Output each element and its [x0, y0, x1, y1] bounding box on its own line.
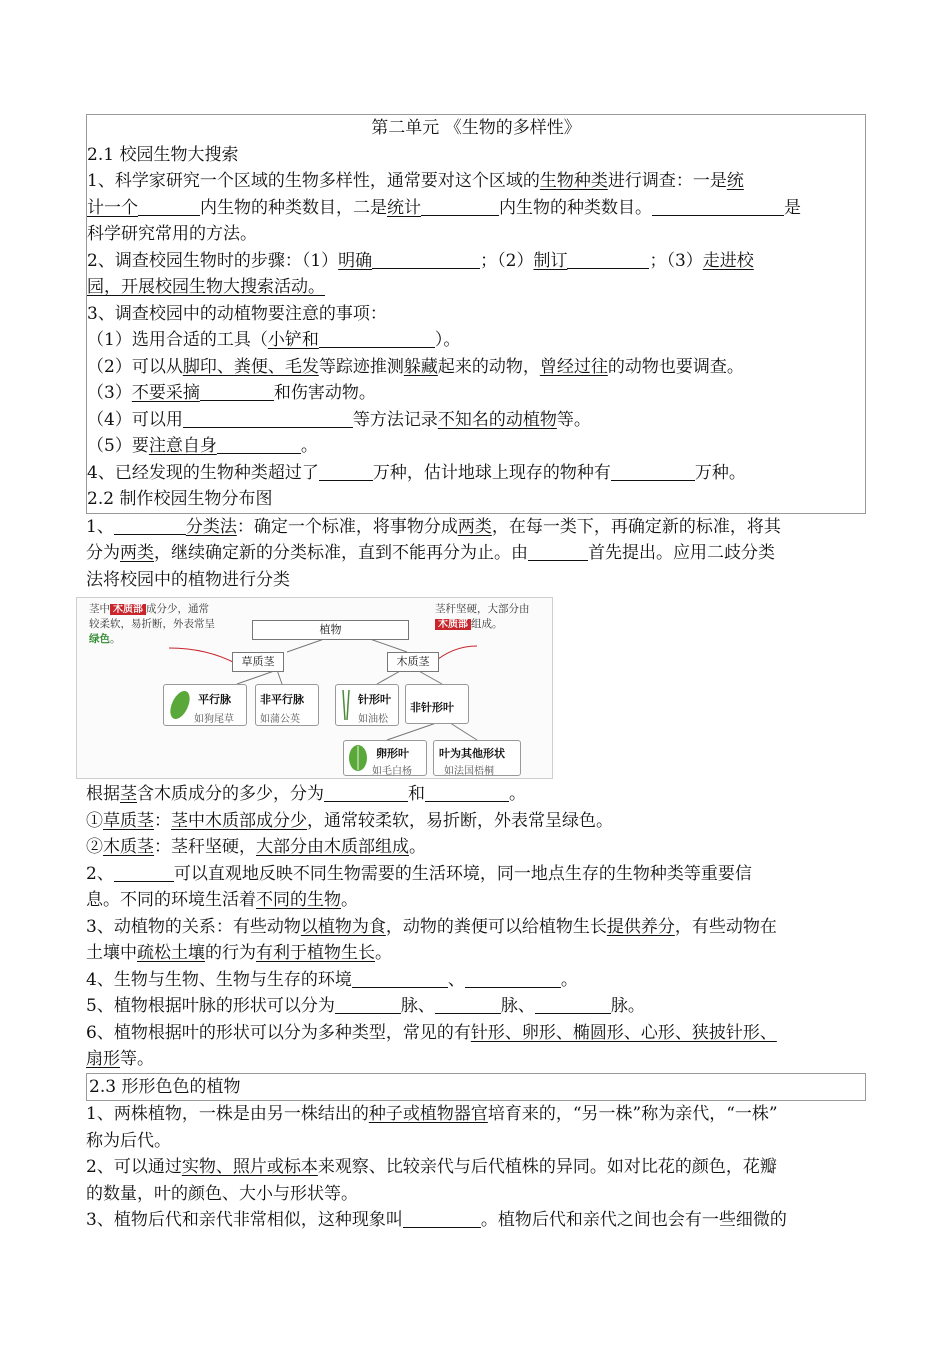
unit-title: 第二单元 《生物的多样性》: [371, 118, 581, 138]
paragraph: （4）可以用 等方法记录不知名的动植物等。: [87, 409, 591, 430]
paragraph: 1、 分类法：确定一个标准，将事物分成两类，在每一类下，再确定新的标准，将其 分为两类，继续确定新的分类标准，直到不能再分为止。由 首先提出。应用二歧分类 法将校园中的植物进行分类: [86, 516, 781, 590]
section-heading-2-1: 2.1 校园生物大搜索: [87, 144, 239, 165]
answer-blank[interactable]: [403, 1209, 481, 1228]
answer-blank[interactable]: [528, 542, 588, 561]
paragraph: （1）选用合适的工具（小铲和 ）。: [87, 330, 461, 350]
needle-leaf-icon: [339, 688, 355, 722]
paragraph: 4、生物与生物、生物与生存的环境 、 。: [86, 969, 578, 990]
paragraph: （3）不要采摘 和伤害动物。: [87, 383, 376, 403]
answer-blank[interactable]: [652, 197, 784, 216]
answer-blank[interactable]: [335, 995, 401, 1014]
answer-blank[interactable]: [183, 409, 353, 428]
answer-blank[interactable]: [138, 197, 200, 216]
node-herbaceous-stem: 草质茎: [232, 652, 284, 672]
answer-blank[interactable]: [435, 995, 501, 1014]
card-parallel-veins: 平行脉 如狗尾草: [163, 684, 247, 726]
worksheet: [86, 114, 866, 1234]
card-other-leaf-shapes: 叶为其他形状 如法国梧桐: [433, 740, 521, 776]
leaf-icon: [168, 688, 192, 722]
paragraph: 6、植物根据叶的形状可以分为多种类型，常见的有针形、卵形、椭圆形、心形、狭披针形、 扇形等。: [86, 1022, 777, 1069]
answer-blank[interactable]: [567, 250, 649, 269]
section-heading-2-3: 2.3 形形色色的植物: [86, 1073, 866, 1102]
paragraph: 2、 可以直观地反映不同生物需要的生活环境，同一地点生存的生物种类等重要信 息。不同的环境生活着不同的生物。: [86, 863, 752, 910]
answer-blank[interactable]: [200, 382, 274, 401]
answer-blank[interactable]: [324, 783, 408, 802]
paragraph: 3、调查校园中的动植物要注意的事项：: [87, 303, 387, 324]
node-woody-stem: 木质茎: [387, 652, 439, 672]
paragraph: 根据茎含木质成分的多少，分为 和 。: [86, 784, 526, 804]
paragraph: 4、已经发现的生物种类超过了 万种，估计地球上现存的物种有 万种。: [87, 462, 746, 483]
section-heading-2-2: 2.2 制作校园生物分布图: [87, 489, 273, 509]
paragraph: 1、科学家研究一个区域的生物多样性，通常要对这个区域的生物种类进行调查：一是统 计一个 内生物的种类数目，二是统计 内生物的种类数目。 是 科学研究常用的方法。: [87, 171, 801, 244]
woody-stem-note: 茎秆坚硬，大部分由 木质部 组成。: [435, 603, 530, 630]
answer-blank[interactable]: [611, 462, 695, 481]
paragraph: ②木质茎：茎秆坚硬，大部分由木质部组成。: [86, 837, 426, 857]
answer-blank[interactable]: [114, 516, 186, 535]
card-ovate-leaf: 卵形叶 如毛白杨: [343, 740, 427, 776]
answer-blank[interactable]: [114, 863, 174, 882]
answer-blank[interactable]: [465, 969, 561, 988]
herbaceous-stem-note: 茎中 木质部 成分少，通常 较柔软，易折断，外表常呈 绿色。: [89, 603, 215, 645]
card-non-parallel-veins: 非平行脉 如蒲公英: [255, 684, 319, 726]
paragraph: 1、两株植物，一株是由另一株结出的种子或植物器官培育来的，“另一株”称为亲代，“一株” 称为后代。: [86, 1104, 778, 1151]
paragraph: 3、动植物的关系：有些动物以植物为食，动物的粪便可以给植物生长提供养分，有些动物在 土壤中疏松土壤的行为有利于植物生长。: [86, 916, 777, 963]
paragraph: 3、植物后代和亲代非常相似，这种现象叫 。植物后代和亲代之间也会有一些细微的: [86, 1210, 787, 1230]
paragraph: （5）要注意自身 。: [87, 436, 318, 456]
answer-blank[interactable]: [535, 995, 611, 1014]
paragraph: 2、可以通过实物、照片或标本来观察、比较亲代与后代植株的异同。如对比花的颜色，花瓣 的数量，叶的颜色、大小与形状等。: [86, 1157, 777, 1204]
card-non-needle-leaf: 非针形叶: [405, 684, 469, 724]
answer-blank[interactable]: [319, 329, 435, 348]
answer-blank[interactable]: [425, 783, 509, 802]
paragraph: （2）可以从脚印、粪便、毛发等踪迹推测躲藏起来的动物，曾经过往的动物也要调查。: [87, 356, 744, 377]
answer-blank[interactable]: [372, 250, 480, 269]
paragraph: ①草质茎：茎中木质部成分少，通常较柔软，易折断，外表常呈绿色。: [86, 810, 613, 831]
paragraph: 2、调查校园生物时的步骤：（1）明确 ；（2）制订 ；（3）走进校 园，开展校园生物大搜索活动。: [87, 250, 754, 297]
paragraph: 5、植物根据叶脉的形状可以分为 脉、 脉、 脉。: [86, 996, 645, 1016]
answer-blank[interactable]: [421, 197, 499, 216]
section-2-1-box: [86, 114, 866, 514]
answer-blank[interactable]: [352, 969, 448, 988]
answer-blank[interactable]: [319, 462, 373, 481]
card-needle-leaf: 针形叶 如油松: [335, 684, 399, 726]
answer-blank[interactable]: [217, 435, 301, 454]
leaf-icon: [347, 743, 369, 773]
plant-classification-diagram: [76, 597, 553, 779]
node-plants: 植物: [252, 620, 409, 640]
